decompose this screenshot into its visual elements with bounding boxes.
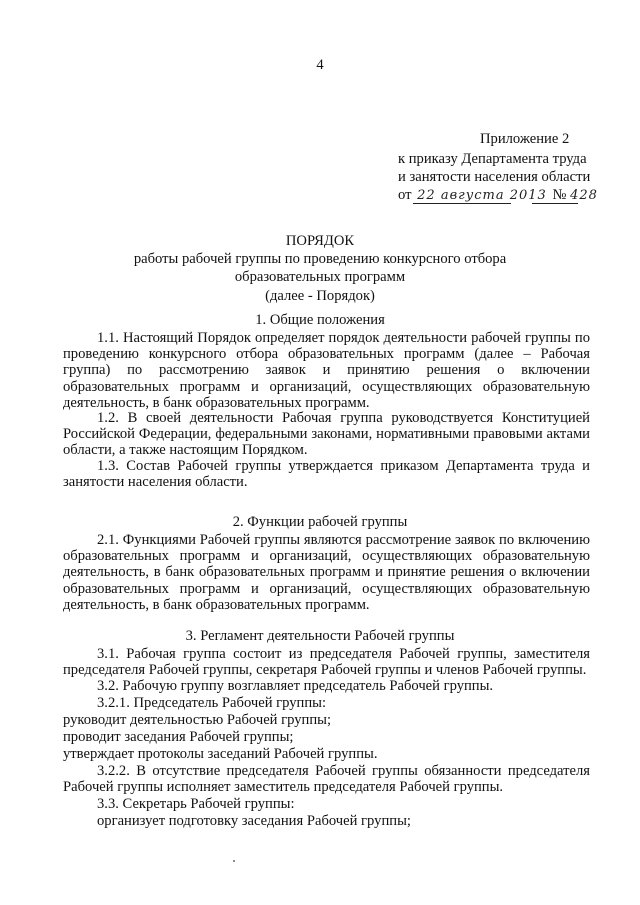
section-2-heading: 2. Функции рабочей группы bbox=[232, 514, 408, 530]
handwritten-number: 428 bbox=[570, 188, 598, 203]
date-prefix: от bbox=[398, 187, 412, 203]
scan-speck bbox=[233, 860, 235, 862]
number-underline bbox=[532, 203, 578, 204]
appendix-line1: к приказу Департамента труда bbox=[398, 151, 587, 167]
paragraph-3-1: 3.1. Рабочая группа состоит из председателя Рабочей группы, заместителя председателя Рабочей группы, секретаря Рабочей группы и членов Рабочей группы. bbox=[63, 646, 590, 679]
paragraph-1-1: 1.1. Настоящий Порядок определяет порядок деятельности рабочей группы по проведению конкурсного отбора образовательных программ (далее – Рабочая группа) по рассмотрению заявок и принятию решения о включении образовательных программ и организаций, осуществляющих образовательную деятельность, в банк образовательных программ. bbox=[63, 330, 590, 411]
list-item-lead: руководит деятельностью Рабочей группы; bbox=[63, 712, 331, 728]
handwritten-date: 22 августа 2013 bbox=[417, 188, 547, 203]
list-item-hold: проводит заседания Рабочей группы; bbox=[63, 729, 294, 745]
doc-subtitle-1: работы рабочей группы по проведению конкурсного отбора bbox=[133, 251, 507, 267]
doc-subtitle-2: образовательных программ bbox=[234, 269, 406, 285]
paragraph-3-2-1: 3.2.1. Председатель Рабочей группы: bbox=[97, 695, 327, 711]
list-item-organize: организует подготовку заседания Рабочей группы; bbox=[97, 813, 411, 829]
appendix-date-line bbox=[398, 187, 598, 204]
section-3-heading: 3. Регламент деятельности Рабочей группы bbox=[185, 628, 455, 644]
doc-subtitle-3: (далее - Порядок) bbox=[265, 288, 375, 304]
paragraph-2-1: 2.1. Функциями Рабочей группы являются рассмотрение заявок по включению образовательных программ и организаций, осуществляющих образовательную деятельность, в банк образовательных программ и принятие решения о включении образовательных программ и организаций, осуществляющих образовательную деятельность, в банк образовательных программ. bbox=[63, 532, 590, 613]
list-item-approve: утверждает протоколы заседаний Рабочей группы. bbox=[63, 746, 378, 762]
doc-title: ПОРЯДОК bbox=[285, 233, 355, 249]
paragraph-3-2-2: 3.2.2. В отсутствие председателя Рабочей группы обязанности председателя Рабочей группы исполняет заместитель председателя Рабочей группы. bbox=[63, 763, 590, 796]
date-underline bbox=[413, 203, 511, 204]
paragraph-1-2: 1.2. В своей деятельности Рабочая группа руководствуется Конституцией Российской Федерации, федеральными законами, нормативными правовыми актами области, а также настоящим Порядком. bbox=[63, 410, 590, 459]
paragraph-3-3: 3.3. Секретарь Рабочей группы: bbox=[97, 796, 295, 812]
paragraph-1-3: 1.3. Состав Рабочей группы утверждается приказом Департамента труда и занятости населения области. bbox=[63, 458, 590, 491]
number-sign: № bbox=[552, 187, 567, 203]
page-number: 4 bbox=[316, 57, 324, 73]
section-1-heading: 1. Общие положения bbox=[255, 312, 385, 328]
appendix-title: Приложение 2 bbox=[480, 131, 570, 147]
appendix-line2: и занятости населения области bbox=[398, 169, 591, 185]
paragraph-3-2: 3.2. Рабочую группу возглавляет председатель Рабочей группы. bbox=[97, 678, 494, 694]
